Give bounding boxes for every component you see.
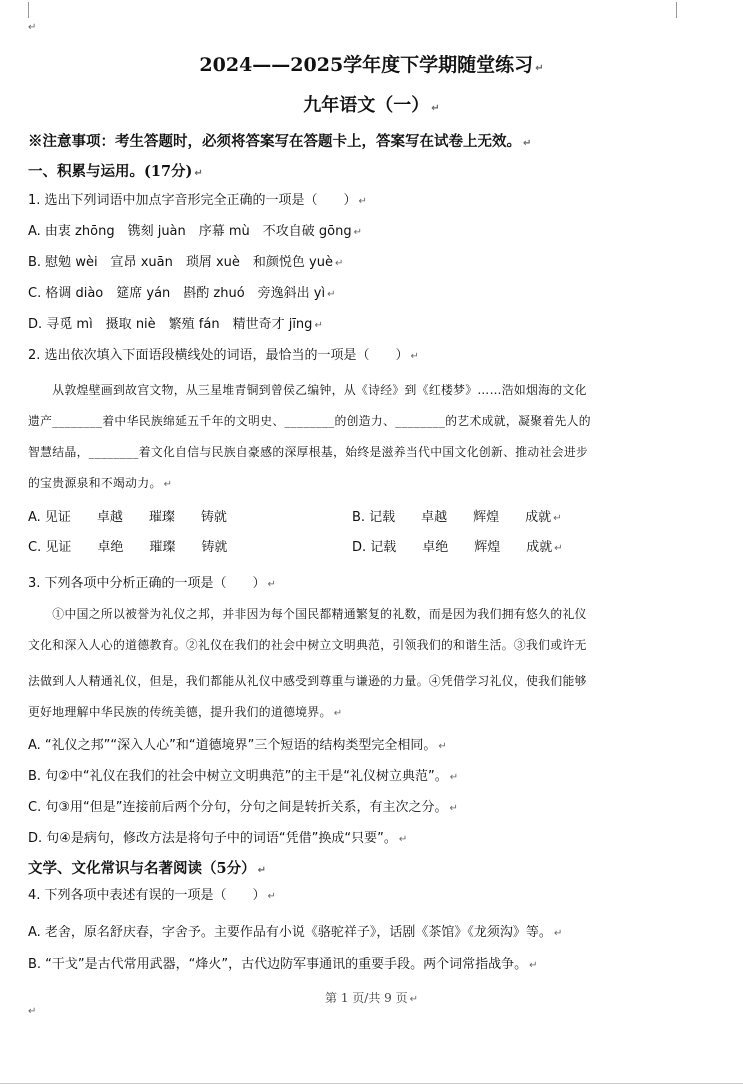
q3-option-d: D. 句④是病句，修改方法是将句子中的词语“凭借”换成“只要”。 ↵ bbox=[28, 831, 408, 846]
q1-option-a: A. 由衷 zhōng 镌刻 juàn 序幕 mù 不攻自破 gōng ↵ bbox=[28, 224, 363, 239]
q3-passage-line: ①中国之所以被誉为礼仪之邦，并非因为每个国民都精通繁复的礼数，而是因为我们拥有悠久的礼仪 bbox=[28, 607, 587, 621]
q1-option-c: C. 格调 diào 筵席 yán 斟酌 zhuó 旁逸斜出 yì ↵ bbox=[28, 286, 336, 301]
q2-option-b: B. 记载 卓越 辉煌 成就 ↵ bbox=[352, 510, 562, 525]
q3-passage-line: 法做到人人精通礼仪，但是，我们都能从礼仪中感受到尊重与谦逊的力量。④凭借学习礼仪，使我们能够 bbox=[28, 674, 587, 688]
q2-passage-line: 遗产________着中华民族绵延五千年的文明史、________的创造力、________的艺术成就，凝聚着先人的 bbox=[28, 414, 591, 428]
q3-option-c: C. 句③用“但是”连接前后两个分句，分句之间是转折关系，有主次之分。 ↵ bbox=[28, 800, 458, 815]
q2-option-c: C. 见证 卓绝 璀璨 铸就 bbox=[28, 540, 228, 555]
crop-mark-top-right bbox=[676, 2, 691, 18]
q1-stem: 1. 选出下列词语中加点字音形完全正确的一项是（ ） ↵ bbox=[28, 193, 367, 208]
q4-option-b: B. “干戈”是古代常用武器，“烽火”，古代边防军事通讯的重要手段。两个词常指战争。 ↵ bbox=[28, 957, 538, 972]
q2-stem: 2. 选出依次填入下面语段横线处的词语，最恰当的一项是（ ） ↵ bbox=[28, 348, 419, 363]
q3-passage-line: 文化和深入人心的道德教育。②礼仪在我们的社会中树立文明典范，引领我们的和谐生活。③我们或许无 bbox=[28, 638, 587, 652]
paragraph-mark: ↵ bbox=[28, 1006, 37, 1017]
section1-heading: 一、积累与运用。(17分) ↵ bbox=[28, 163, 203, 180]
q1-option-b: B. 慰勉 wèi 宣昂 xuān 琐屑 xuè 和颜悦色 yuè ↵ bbox=[28, 255, 344, 270]
page-bottom-rule bbox=[0, 1083, 743, 1084]
q3-stem: 3. 下列各项中分析正确的一项是（ ） ↵ bbox=[28, 576, 276, 591]
q3-option-b: B. 句②中“礼仪在我们的社会中树立文明典范”的主干是“礼仪树立典范”。 ↵ bbox=[28, 769, 459, 784]
notice-text: ※注意事项：考生答题时，必须将答案写在答题卡上，答案写在试卷上无效。 ↵ bbox=[28, 133, 532, 150]
crop-mark-top-left bbox=[14, 2, 29, 18]
q4-stem: 4. 下列各项中表述有误的一项是（ ） ↵ bbox=[28, 888, 276, 903]
paragraph-mark: ↵ bbox=[28, 22, 37, 33]
q3-option-a: A. “礼仪之邦”“深入人心”和“道德境界”三个短语的结构类型完全相同。 ↵ bbox=[28, 738, 447, 753]
page-footer: 第 1 页/共 9 页 ↵ bbox=[325, 991, 418, 1005]
q2-passage-line: 智慧结晶，________着文化自信与民族自豪感的深厚根基，始终是滋养当代中国文化创新、推动社会进步 bbox=[28, 445, 589, 459]
exam-subtitle: 九年语文（一） ↵ bbox=[303, 95, 440, 116]
q2-passage-line: 的宝贵源泉和不竭动力。 ↵ bbox=[28, 476, 173, 490]
section2-heading: 文学、文化常识与名著阅读（5分） ↵ bbox=[28, 860, 266, 877]
q1-option-d: D. 寻觅 mì 摄取 niè 繁殖 fán 精世奇才 jīng ↵ bbox=[28, 317, 323, 332]
q2-option-a: A. 见证 卓越 璀璨 铸就 bbox=[28, 510, 227, 525]
q3-passage-line: 更好地理解中华民族的传统美德，提升我们的道德境界。 ↵ bbox=[28, 705, 343, 719]
exam-title: 2024——2025学年度下学期随堂练习 ↵ bbox=[199, 54, 544, 76]
q2-passage-line: 从敦煌壁画到故宫文物，从三星堆青铜到曾侯乙编钟，从《诗经》到《红楼梦》……浩如烟海的文化 bbox=[28, 383, 587, 397]
q4-option-a: A. 老舍，原名舒庆春，字舍予。主要作品有小说《骆驼祥子》，话剧《茶馆》《龙须沟》等。 ↵ bbox=[28, 925, 563, 940]
q2-option-d: D. 记载 卓绝 辉煌 成就 ↵ bbox=[352, 540, 563, 555]
